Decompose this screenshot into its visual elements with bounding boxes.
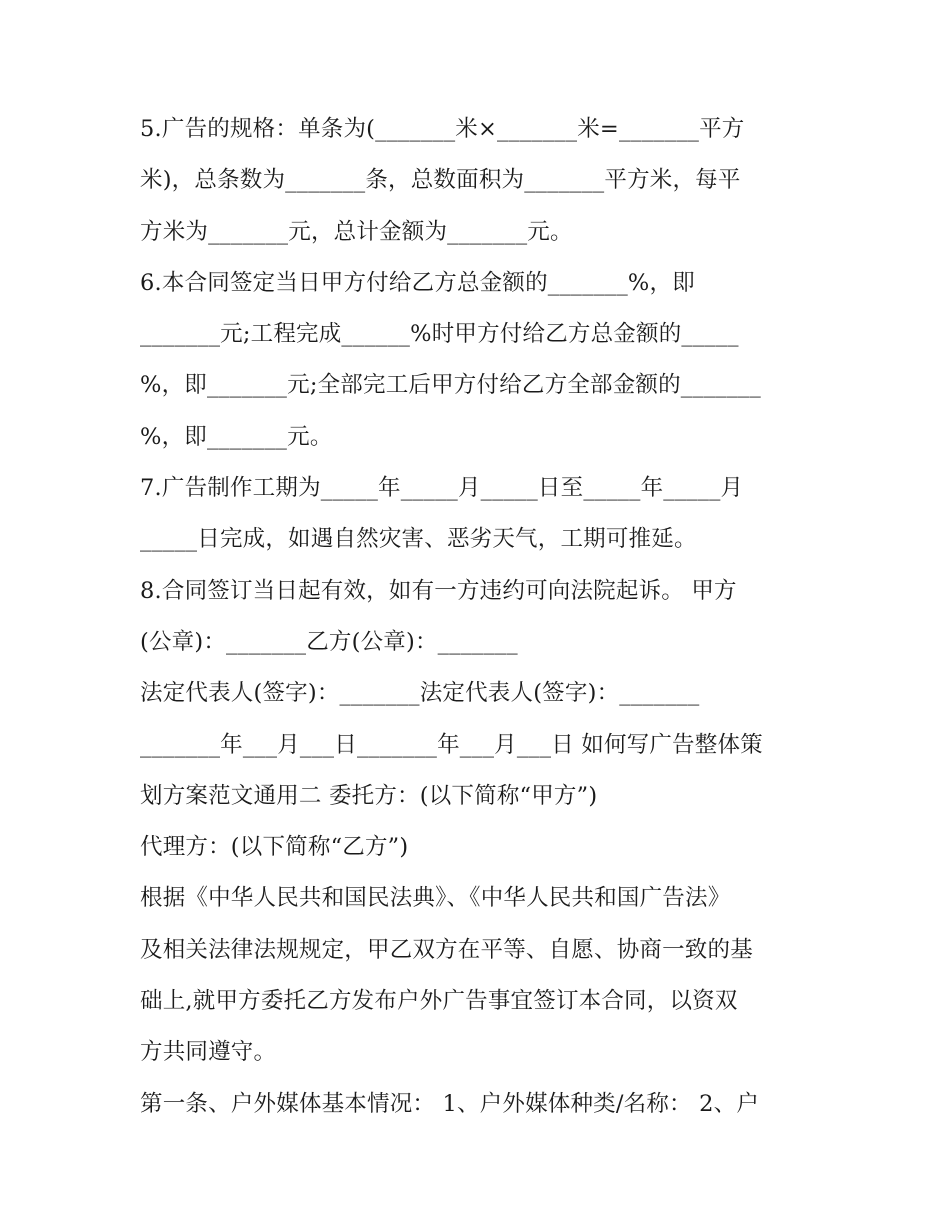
text-line: 米)，总条数为_______条，总数面积为_______平方米，每平 <box>140 167 741 194</box>
text-line: 方共同遵守。 <box>140 1039 277 1066</box>
text-line: _____日完成，如遇自然灾害、恶劣天气，工期可推延。 <box>140 526 697 553</box>
text-line: 6.本合同签定当日甲方付给乙方总金额的_______%，即 <box>140 269 695 296</box>
text-line: (公章)：_______乙方(公章)：_______ <box>140 628 518 655</box>
text-line: 7.广告制作工期为_____年_____月_____日至_____年_____月 <box>140 475 744 502</box>
text-line: 方米为_______元，总计金额为_______元。 <box>140 218 573 245</box>
text-line: _______元;工程完成______%时甲方付给乙方总金额的_____ <box>140 321 739 348</box>
text-line: 8.合同签订当日起有效，如有一方违约可向法院起诉。 甲方 <box>140 577 737 604</box>
text-line: 根据《中华人民共和国民法典》、《中华人民共和国广告法》 <box>140 885 731 912</box>
text-line: 及相关法律法规规定，甲乙双方在平等、自愿、协商一致的基 <box>140 936 753 963</box>
document-body <box>140 104 820 1130</box>
text-line: 第一条、户外媒体基本情况： 1、户外媒体种类/名称： 2、户 <box>140 1090 760 1117</box>
text-line: %，即_______元。 <box>140 423 333 450</box>
text-line: 法定代表人(签字)：_______法定代表人(签字)：_______ <box>140 680 700 707</box>
text-line: %，即_______元;全部完工后甲方付给乙方全部金额的_______ <box>140 372 761 399</box>
text-line: 础上,就甲方委托乙方发布户外广告事宜签订本合同，以资双 <box>140 988 738 1015</box>
text-line: 5.广告的规格：单条为(_______米×_______米=_______平方 <box>140 116 745 142</box>
text-line: 划方案范文通用二 委托方：(以下简称“甲方”) <box>140 782 598 809</box>
text-line: 代理方：(以下简称“乙方”) <box>140 834 409 861</box>
text-line: _______年___月___日_______年___月___日 如何写广告整体策 <box>140 731 763 758</box>
